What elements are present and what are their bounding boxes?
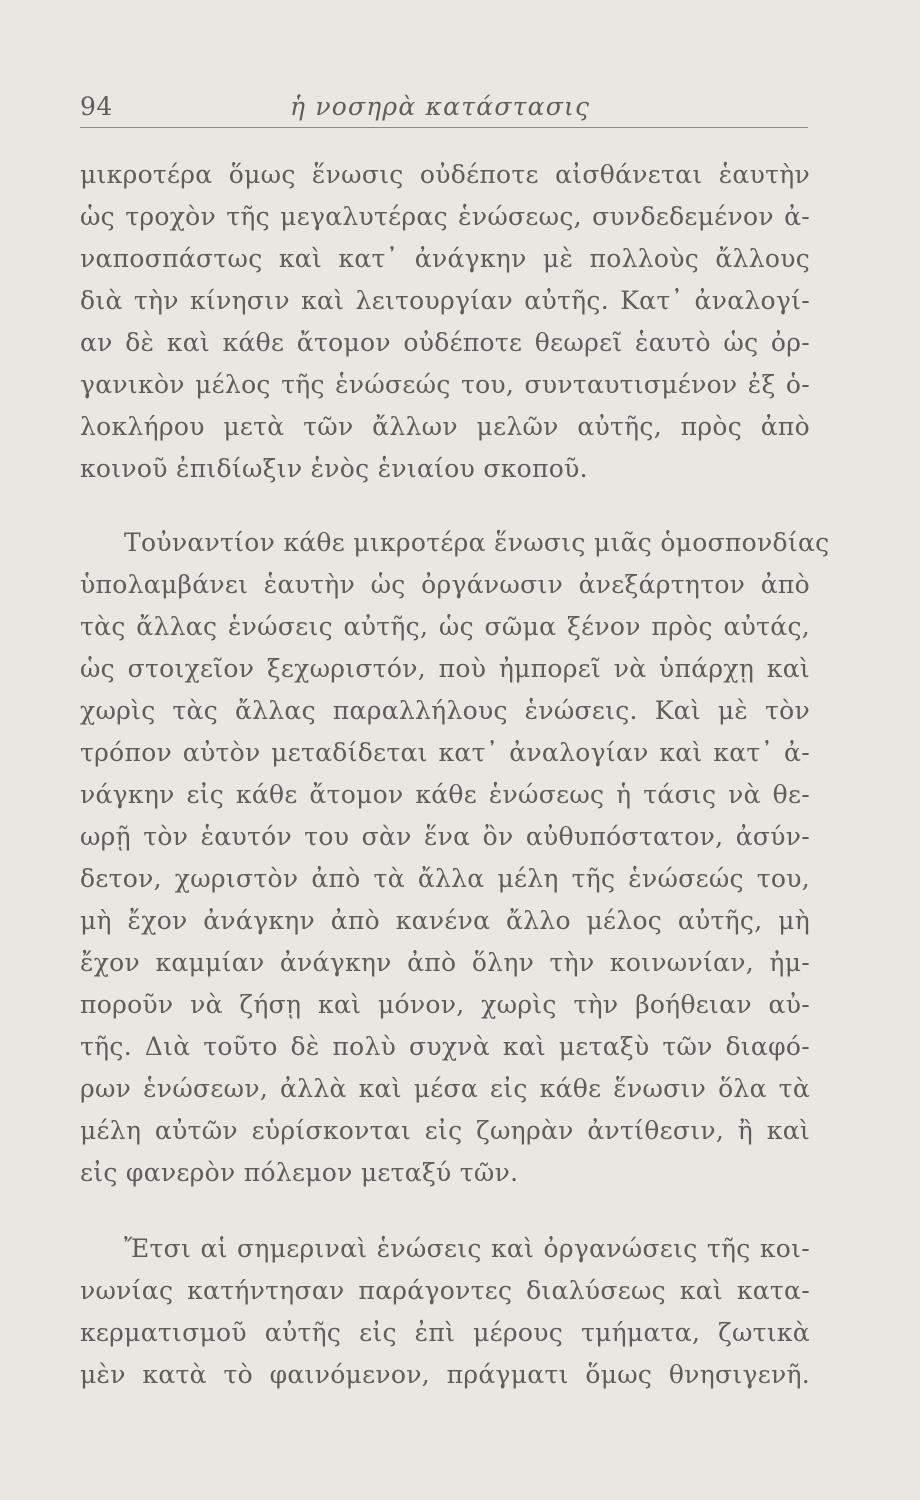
body-text — [80, 154, 830, 1396]
running-title: ἡ νοσηρὰ κατάστασις — [290, 92, 591, 121]
text-line: νωνίας κατήντησαν παράγοντες διαλύσεως καὶ κατα- — [80, 1276, 810, 1305]
paragraph-2 — [80, 522, 830, 1194]
text-line: δετον, χωριστὸν ἀπὸ τὰ ἄλλα μέλη τῆς ἑνώσεώς του, — [80, 864, 810, 893]
paragraph-gap — [80, 490, 810, 522]
text-line: τῆς. Διὰ τοῦτο δὲ πολὺ συχνὰ καὶ μεταξὺ τῶν διαφό- — [80, 1032, 810, 1061]
paragraph-1 — [80, 154, 810, 490]
text-line: μὴ ἔχον ἀνάγκην ἀπὸ κανένα ἄλλο μέλος αὐτῆς, μὴ — [80, 906, 810, 935]
text-line: κοινοῦ ἐπιδίωξιν ἑνὸς ἑνιαίου σκοποῦ. — [80, 454, 588, 483]
text-line: τρόπον αὐτὸν μεταδίδεται κατ᾽ ἀναλογίαν καὶ κατ᾽ ἀ- — [80, 738, 810, 767]
text-line: ναποσπάστως καὶ κατ᾽ ἀνάγκην μὲ πολλοὺς ἄλλους — [80, 244, 810, 273]
text-line: ρων ἑνώσεων, ἀλλὰ καὶ μέσα εἰς κάθε ἕνωσιν ὅλα τὰ — [80, 1074, 810, 1103]
text-line: κερματισμοῦ αὐτῆς εἰς ἐπὶ μέρους τμήματα, ζωτικὰ — [80, 1318, 810, 1347]
text-line: ὡς στοιχεῖον ξεχωριστόν, ποὺ ἠμπορεῖ νὰ ὑπάρχῃ καὶ — [80, 654, 810, 683]
text-line: γανικὸν μέλος τῆς ἑνώσεώς του, συνταυτισμένον ἐξ ὁ- — [80, 370, 810, 399]
running-head — [80, 92, 808, 132]
text-line: Τοὐναντίον κάθε μικροτέρα ἕνωσις μιᾶς ὁμοσπονδίας — [124, 528, 830, 557]
paragraph-gap — [80, 1194, 810, 1228]
text-line: νάγκην εἰς κάθε ἄτομον κάθε ἑνώσεως ἡ τάσις νὰ θε- — [80, 780, 810, 809]
text-line: ωρῇ τὸν ἑαυτόν του σὰν ἕνα ὂν αὐθυπόστατον, ἀσύν- — [80, 822, 810, 851]
text-line: εἰς φανερὸν πόλεμον μεταξύ τῶν. — [80, 1158, 519, 1187]
text-line: Ἔτσι αἱ σημεριναὶ ἑνώσεις καὶ ὀργανώσεις τῆς κοι- — [124, 1234, 810, 1263]
paragraph-3 — [80, 1228, 810, 1396]
text-line: τὰς ἄλλας ἑνώσεις αὐτῆς, ὡς σῶμα ξένον πρὸς αὐτάς, — [80, 612, 810, 641]
header-rule — [80, 127, 808, 128]
text-line: μὲν κατὰ τὸ φαινόμενον, πράγματι ὅμως θνησιγενῆ. — [80, 1360, 810, 1389]
text-line: ποροῦν νὰ ζήσῃ καὶ μόνον, χωρὶς τὴν βοήθειαν αὐ- — [80, 990, 810, 1019]
text-line: λοκλήρου μετὰ τῶν ἄλλων μελῶν αὐτῆς, πρὸς ἀπὸ — [80, 412, 810, 441]
text-line: ὡς τροχὸν τῆς μεγαλυτέρας ἑνώσεως, συνδεδεμένον ἀ- — [80, 202, 810, 231]
text-line: μικροτέρα ὅμως ἕνωσις οὐδέποτε αἰσθάνεται ἑαυτὴν — [80, 160, 810, 189]
text-line: αν δὲ καὶ κάθε ἄτομον οὐδέποτε θεωρεῖ ἑαυτὸ ὡς ὀρ- — [80, 328, 810, 357]
text-line: μέλη αὐτῶν εὑρίσκονται εἰς ζωηρὰν ἀντίθεσιν, ἢ καὶ — [80, 1116, 810, 1145]
text-line: ὑπολαμβάνει ἑαυτὴν ὡς ὀργάνωσιν ἀνεξάρτητον ἀπὸ — [80, 570, 810, 599]
text-line: διὰ τὴν κίνησιν καὶ λειτουργίαν αὐτῆς. Κατ᾽ ἀναλογί- — [80, 286, 810, 315]
text-line: ἔχον καμμίαν ἀνάγκην ἀπὸ ὅλην τὴν κοινωνίαν, ἠμ- — [80, 948, 810, 977]
page-number: 94 — [80, 92, 113, 121]
text-line: χωρὶς τὰς ἄλλας παραλλήλους ἑνώσεις. Καὶ μὲ τὸν — [80, 696, 810, 725]
